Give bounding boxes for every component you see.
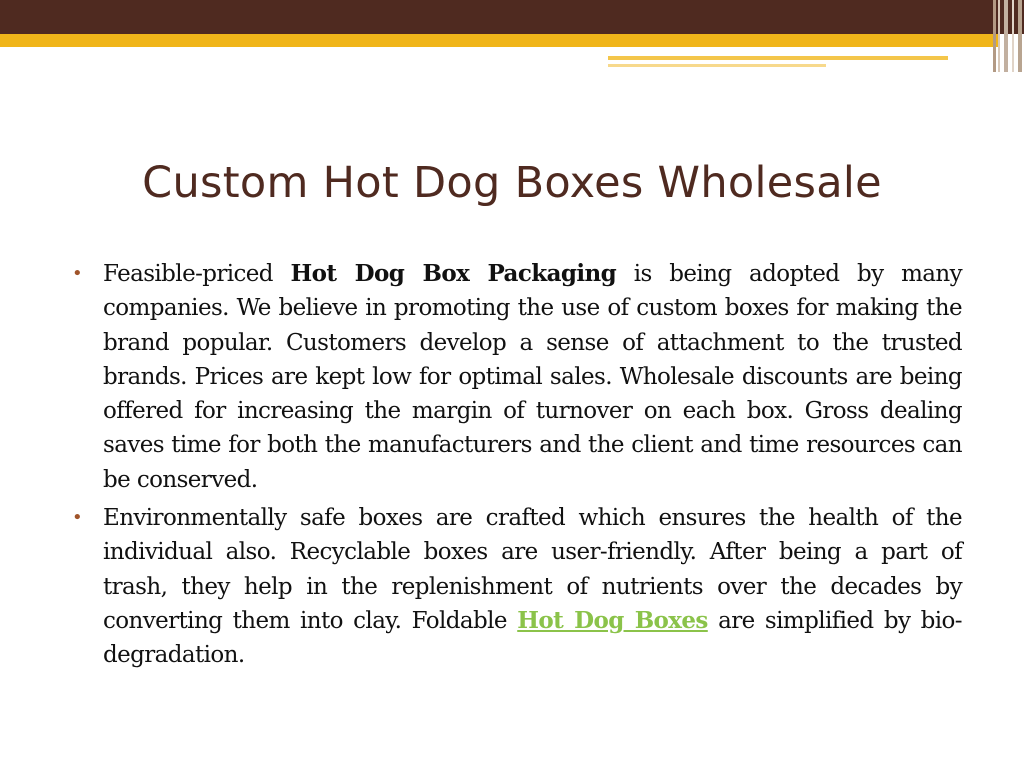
- decorative-stripe: [1012, 0, 1014, 72]
- decorative-stripe: [1018, 0, 1022, 72]
- top-bar: [0, 0, 1024, 34]
- hot-dog-boxes-link[interactable]: Hot Dog Boxes: [517, 606, 708, 634]
- bullet-item: [72, 257, 962, 497]
- bullet-text: Feasible-priced: [103, 261, 291, 287]
- decorative-stripe: [1004, 0, 1008, 72]
- bold-phrase: Hot Dog Box Packaging: [290, 260, 617, 287]
- bullet-item: [72, 501, 962, 672]
- decorative-stripe: [993, 0, 996, 72]
- bullet-text: Environmentally safe boxes are crafted which ensures the health of the individual also. Recyclable boxes are user-friendly. After being a part of trash, they help in the replenishment of nutrients over the decades by converting them into clay. Foldable: [103, 505, 962, 634]
- bullet-text: is being adopted by many companies. We believe in promoting the use of custom boxes for making the brand popular. Customers develop a sense of attachment to the trusted brands. Prices are kept low for optimal sales. Wholesale discounts are being offered for increasing the margin of turnover on each box. Gross dealing saves time for both the manufacturers and the client and time resources can be conserved.: [103, 261, 962, 493]
- gold-accent-line-2: [608, 64, 826, 67]
- bullet-dot-icon: •: [72, 263, 83, 284]
- bullet-dot-icon: •: [72, 507, 83, 529]
- gold-accent-line-1: [608, 56, 948, 60]
- slide-title: Custom Hot Dog Boxes Wholesale: [142, 158, 882, 208]
- bullet-list: [72, 257, 962, 677]
- bullet-text: are simplified by bio-degradation.: [103, 607, 962, 669]
- gold-band: [0, 34, 1000, 47]
- decorative-stripe: [998, 0, 1000, 72]
